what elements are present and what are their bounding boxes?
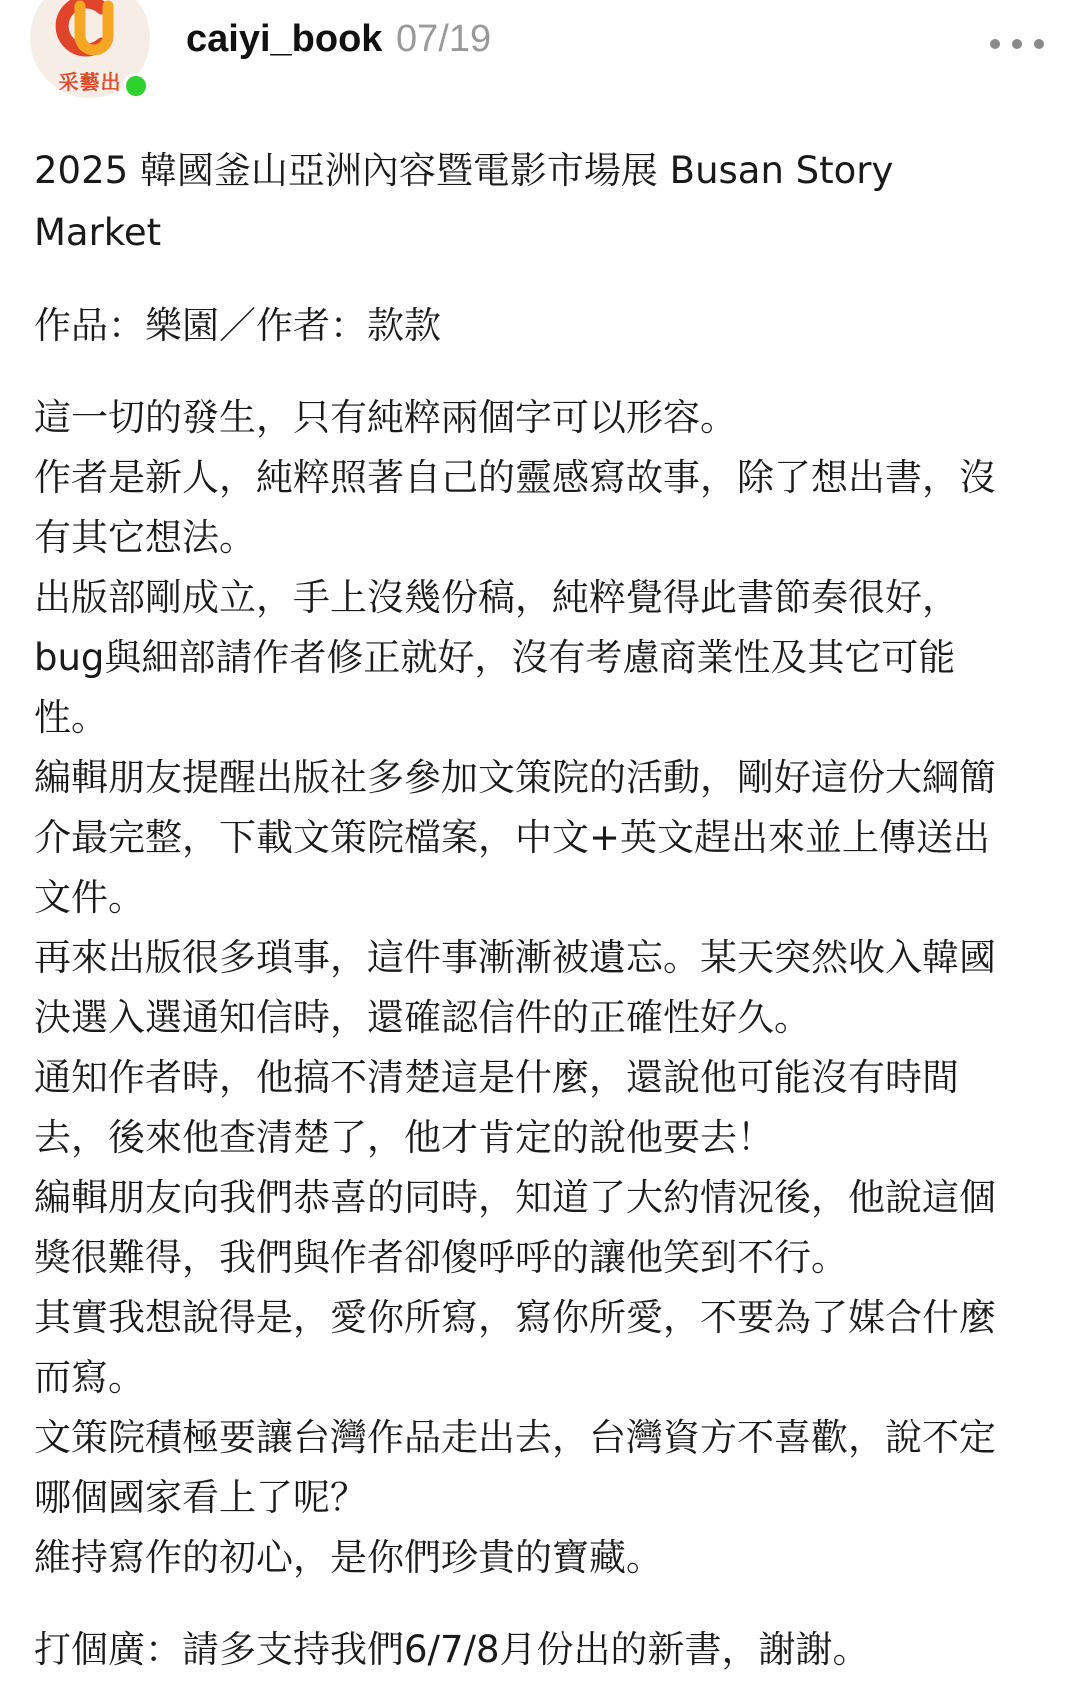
- post-title: 2025 韓國釜山亞洲內容暨電影市場展 Busan Story Market: [34, 149, 894, 254]
- post-body: [34, 388, 1014, 1588]
- post-paragraph: 編輯朋友向我們恭喜的同時，知道了大約情況後，他說這個獎很難得，我們與作者卻傻呼呼的讓他笑到不行。: [34, 1176, 996, 1279]
- post-paragraph: 其實我想說得是，愛你所寫，寫你所愛，不要為了媒合什麼而寫。: [34, 1296, 996, 1399]
- post-paragraph: 出版部剛成立，手上沒幾份稿，純粹覺得此書節奏很好，bug與細部請作者修正就好，沒有考慮商業性及其它可能性。: [34, 576, 959, 739]
- post-credit: 作品：樂園／作者：款款: [34, 304, 441, 347]
- post-date: 07/19: [396, 18, 492, 60]
- more-horizontal-icon-dot: [1034, 39, 1044, 49]
- more-horizontal-icon-dot: [1012, 39, 1022, 49]
- more-horizontal-icon-dot: [990, 39, 1000, 49]
- post-paragraph: 編輯朋友提醒出版社多參加文策院的活動，剛好這份大綱簡介最完整，下載文策院檔案，中文+英文趕出來並上傳送出文件。: [34, 756, 996, 919]
- post-header: [0, 0, 1080, 108]
- post-paragraph: 作者是新人，純粹照著自己的靈感寫故事，除了想出書，沒有其它想法。: [34, 456, 996, 559]
- avatar-label: 采藝出: [58, 70, 122, 94]
- online-status-dot: [123, 73, 149, 99]
- logo-icon: [50, 0, 130, 66]
- post-paragraph: 再來出版很多瑣事，這件事漸漸被遺忘。某天突然收入韓國決選入選通知信時，還確認信件的正確性好久。: [34, 936, 996, 1039]
- username[interactable]: caiyi_book: [186, 18, 383, 60]
- more-options-button[interactable]: [990, 34, 1044, 54]
- post-paragraph: 文策院積極要讓台灣作品走出去，台灣資方不喜歡，說不定哪個國家看上了呢？: [34, 1416, 996, 1519]
- post-closing: 打個廣：請多支持我們6/7/8月份出的新書，謝謝。: [34, 1628, 870, 1671]
- post-paragraph: 這一切的發生，只有純粹兩個字可以形容。: [34, 396, 737, 439]
- post-content: [34, 140, 1014, 1680]
- post-paragraph: 通知作者時，他搞不清楚這是什麼，還說他可能沒有時間去，後來他查清楚了，他才肯定的說他要去！: [34, 1056, 959, 1159]
- post-paragraph: 維持寫作的初心，是你們珍貴的寶藏。: [34, 1536, 663, 1579]
